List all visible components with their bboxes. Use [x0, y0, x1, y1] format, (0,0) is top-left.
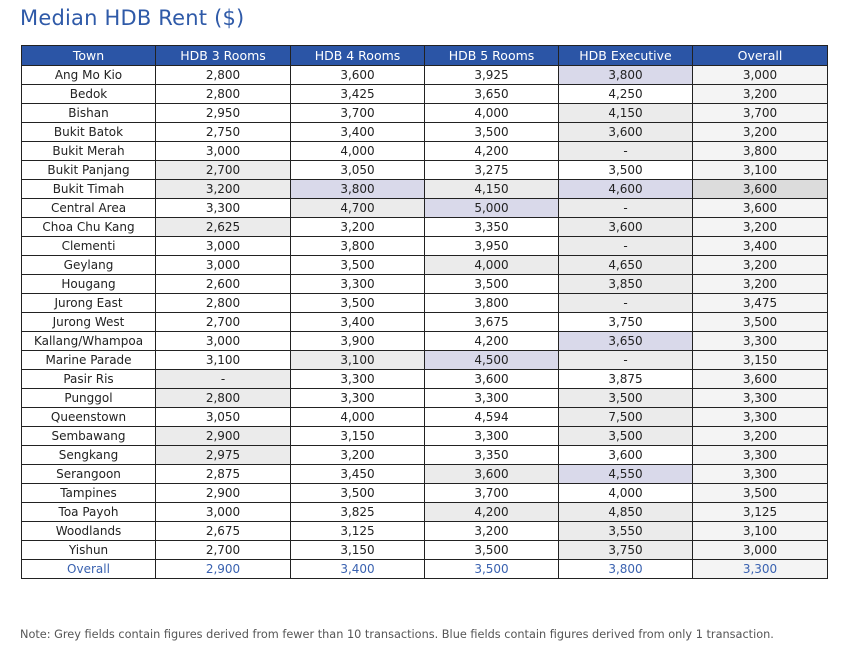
overall-cell-overall: 3,300 — [693, 560, 828, 579]
rent-cell-5-rooms: 3,500 — [425, 123, 559, 142]
rent-cell-executive: 4,650 — [559, 256, 693, 275]
town-cell: Bedok — [22, 85, 156, 104]
rent-cell-5-rooms: 5,000 — [425, 199, 559, 218]
rent-cell-3-rooms: 2,800 — [156, 66, 291, 85]
town-cell: Tampines — [22, 484, 156, 503]
town-cell: Yishun — [22, 541, 156, 560]
rent-cell-overall: 3,300 — [693, 465, 828, 484]
table-row — [22, 85, 828, 104]
rent-cell-4-rooms: 3,400 — [291, 313, 425, 332]
rent-cell-overall: 3,100 — [693, 161, 828, 180]
rent-cell-4-rooms: 3,300 — [291, 275, 425, 294]
table-row — [22, 465, 828, 484]
rent-cell-3-rooms: 2,700 — [156, 541, 291, 560]
rent-cell-5-rooms: 4,000 — [425, 104, 559, 123]
table-row — [22, 313, 828, 332]
town-cell: Bukit Batok — [22, 123, 156, 142]
rent-cell-3-rooms: 3,000 — [156, 237, 291, 256]
rent-cell-4-rooms: 3,600 — [291, 66, 425, 85]
rent-cell-3-rooms: 2,700 — [156, 313, 291, 332]
table-row — [22, 503, 828, 522]
rent-cell-executive: - — [559, 142, 693, 161]
rent-cell-5-rooms: 3,600 — [425, 370, 559, 389]
rent-cell-executive: 3,875 — [559, 370, 693, 389]
column-header-3-rooms: HDB 3 Rooms — [156, 46, 291, 66]
rent-cell-4-rooms: 3,200 — [291, 218, 425, 237]
table-row — [22, 522, 828, 541]
rent-cell-overall: 3,600 — [693, 199, 828, 218]
rent-cell-5-rooms: 3,925 — [425, 66, 559, 85]
table-row — [22, 66, 828, 85]
town-cell: Bukit Panjang — [22, 161, 156, 180]
rent-cell-3-rooms: 2,900 — [156, 427, 291, 446]
rent-cell-executive: 4,600 — [559, 180, 693, 199]
table-row — [22, 389, 828, 408]
town-cell: Central Area — [22, 199, 156, 218]
rent-cell-executive: 3,650 — [559, 332, 693, 351]
rent-cell-overall: 3,200 — [693, 427, 828, 446]
column-header-executive: HDB Executive — [559, 46, 693, 66]
rent-cell-executive: 3,800 — [559, 66, 693, 85]
rent-cell-executive: 3,750 — [559, 313, 693, 332]
rent-cell-overall: 3,100 — [693, 522, 828, 541]
rent-cell-4-rooms: 3,400 — [291, 123, 425, 142]
rent-cell-3-rooms: 2,875 — [156, 465, 291, 484]
rent-cell-4-rooms: 3,125 — [291, 522, 425, 541]
rent-cell-3-rooms: 3,000 — [156, 503, 291, 522]
rent-cell-executive: - — [559, 294, 693, 313]
rent-cell-overall: 3,000 — [693, 541, 828, 560]
rent-cell-overall: 3,200 — [693, 218, 828, 237]
rent-cell-5-rooms: 3,950 — [425, 237, 559, 256]
table-row — [22, 370, 828, 389]
rent-cell-4-rooms: 3,150 — [291, 427, 425, 446]
rent-cell-executive: - — [559, 351, 693, 370]
rent-cell-4-rooms: 3,150 — [291, 541, 425, 560]
rent-cell-executive: 4,150 — [559, 104, 693, 123]
town-cell: Bukit Merah — [22, 142, 156, 161]
rent-cell-overall: 3,125 — [693, 503, 828, 522]
table-row — [22, 104, 828, 123]
rent-cell-5-rooms: 3,350 — [425, 218, 559, 237]
rent-cell-5-rooms: 3,800 — [425, 294, 559, 313]
town-cell: Clementi — [22, 237, 156, 256]
rent-cell-executive: 4,000 — [559, 484, 693, 503]
page-title: Median HDB Rent ($) — [20, 6, 245, 30]
overall-cell-4-rooms: 3,400 — [291, 560, 425, 579]
town-cell: Marine Parade — [22, 351, 156, 370]
table-row — [22, 446, 828, 465]
rent-cell-executive: 3,500 — [559, 389, 693, 408]
rent-cell-overall: 3,500 — [693, 313, 828, 332]
footnote: Note: Grey fields contain figures derived from fewer than 10 transactions. Blue fields contain figures derived from only 1 transaction. — [20, 628, 774, 641]
rent-cell-5-rooms: 4,150 — [425, 180, 559, 199]
table-row — [22, 332, 828, 351]
rent-cell-overall: 3,000 — [693, 66, 828, 85]
overall-cell-executive: 3,800 — [559, 560, 693, 579]
town-cell: Kallang/Whampoa — [22, 332, 156, 351]
rent-cell-executive: - — [559, 199, 693, 218]
rent-cell-executive: 4,850 — [559, 503, 693, 522]
rent-cell-5-rooms: 3,700 — [425, 484, 559, 503]
rent-cell-overall: 3,700 — [693, 104, 828, 123]
rent-cell-4-rooms: 3,900 — [291, 332, 425, 351]
header-row — [22, 46, 828, 66]
rent-cell-overall: 3,300 — [693, 408, 828, 427]
rent-cell-5-rooms: 3,675 — [425, 313, 559, 332]
rent-cell-executive: 3,500 — [559, 427, 693, 446]
rent-cell-5-rooms: 4,200 — [425, 503, 559, 522]
rent-cell-5-rooms: 3,350 — [425, 446, 559, 465]
rent-cell-3-rooms: 2,975 — [156, 446, 291, 465]
rent-cell-overall: 3,300 — [693, 446, 828, 465]
town-cell: Woodlands — [22, 522, 156, 541]
column-header-town: Town — [22, 46, 156, 66]
rent-cell-executive: - — [559, 237, 693, 256]
town-cell: Punggol — [22, 389, 156, 408]
rent-cell-4-rooms: 3,500 — [291, 484, 425, 503]
rent-cell-executive: 3,550 — [559, 522, 693, 541]
table-row — [22, 237, 828, 256]
rent-cell-overall: 3,500 — [693, 484, 828, 503]
rent-cell-3-rooms: 2,900 — [156, 484, 291, 503]
rent-cell-overall: 3,200 — [693, 85, 828, 104]
town-cell: Sembawang — [22, 427, 156, 446]
rent-cell-3-rooms: 3,200 — [156, 180, 291, 199]
rent-cell-5-rooms: 3,275 — [425, 161, 559, 180]
table-row — [22, 161, 828, 180]
rent-cell-5-rooms: 4,200 — [425, 142, 559, 161]
rent-cell-executive: 4,550 — [559, 465, 693, 484]
town-cell: Queenstown — [22, 408, 156, 427]
rent-cell-4-rooms: 3,425 — [291, 85, 425, 104]
rent-cell-4-rooms: 3,800 — [291, 180, 425, 199]
rent-cell-4-rooms: 4,000 — [291, 408, 425, 427]
table-row — [22, 484, 828, 503]
rent-cell-3-rooms: 3,000 — [156, 142, 291, 161]
rent-cell-overall: 3,300 — [693, 389, 828, 408]
rent-cell-executive: 4,250 — [559, 85, 693, 104]
town-cell: Bishan — [22, 104, 156, 123]
table-row — [22, 142, 828, 161]
column-header-4-rooms: HDB 4 Rooms — [291, 46, 425, 66]
rent-cell-overall: 3,150 — [693, 351, 828, 370]
town-cell: Jurong East — [22, 294, 156, 313]
rent-cell-4-rooms: 3,050 — [291, 161, 425, 180]
rent-cell-overall: 3,600 — [693, 180, 828, 199]
town-cell: Sengkang — [22, 446, 156, 465]
rent-cell-3-rooms: 2,600 — [156, 275, 291, 294]
rent-cell-5-rooms: 3,300 — [425, 427, 559, 446]
table-row — [22, 180, 828, 199]
table-row — [22, 408, 828, 427]
table-row — [22, 256, 828, 275]
town-cell: Geylang — [22, 256, 156, 275]
rent-table — [21, 45, 828, 579]
rent-cell-5-rooms: 3,650 — [425, 85, 559, 104]
rent-cell-3-rooms: 2,625 — [156, 218, 291, 237]
rent-cell-5-rooms: 4,200 — [425, 332, 559, 351]
table-row — [22, 427, 828, 446]
town-cell: Ang Mo Kio — [22, 66, 156, 85]
rent-cell-4-rooms: 3,800 — [291, 237, 425, 256]
overall-cell-5-rooms: 3,500 — [425, 560, 559, 579]
rent-cell-3-rooms: 3,000 — [156, 332, 291, 351]
rent-cell-4-rooms: 3,100 — [291, 351, 425, 370]
rent-cell-3-rooms: 2,800 — [156, 389, 291, 408]
rent-cell-3-rooms: 2,800 — [156, 85, 291, 104]
rent-cell-3-rooms: - — [156, 370, 291, 389]
town-cell: Hougang — [22, 275, 156, 294]
rent-cell-overall: 3,300 — [693, 332, 828, 351]
rent-cell-5-rooms: 4,000 — [425, 256, 559, 275]
rent-cell-5-rooms: 3,500 — [425, 275, 559, 294]
rent-cell-3-rooms: 2,750 — [156, 123, 291, 142]
rent-cell-overall: 3,200 — [693, 256, 828, 275]
town-cell: Pasir Ris — [22, 370, 156, 389]
rent-cell-3-rooms: 3,050 — [156, 408, 291, 427]
rent-cell-executive: 3,500 — [559, 161, 693, 180]
table-row — [22, 123, 828, 142]
rent-cell-5-rooms: 3,600 — [425, 465, 559, 484]
rent-cell-executive: 3,600 — [559, 123, 693, 142]
rent-cell-3-rooms: 2,950 — [156, 104, 291, 123]
overall-label: Overall — [22, 560, 156, 579]
rent-cell-4-rooms: 4,700 — [291, 199, 425, 218]
rent-cell-4-rooms: 3,300 — [291, 389, 425, 408]
table-row — [22, 218, 828, 237]
town-cell: Bukit Timah — [22, 180, 156, 199]
table-row — [22, 541, 828, 560]
rent-cell-executive: 3,600 — [559, 446, 693, 465]
rent-cell-5-rooms: 3,200 — [425, 522, 559, 541]
town-cell: Choa Chu Kang — [22, 218, 156, 237]
table-row — [22, 199, 828, 218]
overall-row — [22, 560, 828, 579]
town-cell: Toa Payoh — [22, 503, 156, 522]
rent-cell-overall: 3,200 — [693, 275, 828, 294]
rent-cell-3-rooms: 2,675 — [156, 522, 291, 541]
rent-cell-4-rooms: 3,700 — [291, 104, 425, 123]
rent-cell-executive: 3,600 — [559, 218, 693, 237]
rent-cell-executive: 3,750 — [559, 541, 693, 560]
town-cell: Serangoon — [22, 465, 156, 484]
rent-cell-overall: 3,200 — [693, 123, 828, 142]
rent-cell-4-rooms: 3,450 — [291, 465, 425, 484]
table-row — [22, 275, 828, 294]
rent-cell-overall: 3,400 — [693, 237, 828, 256]
rent-cell-3-rooms: 3,300 — [156, 199, 291, 218]
town-cell: Jurong West — [22, 313, 156, 332]
rent-cell-executive: 3,850 — [559, 275, 693, 294]
rent-cell-overall: 3,475 — [693, 294, 828, 313]
rent-cell-3-rooms: 3,000 — [156, 256, 291, 275]
rent-cell-5-rooms: 3,300 — [425, 389, 559, 408]
column-header-5-rooms: HDB 5 Rooms — [425, 46, 559, 66]
table-row — [22, 351, 828, 370]
rent-cell-4-rooms: 4,000 — [291, 142, 425, 161]
rent-cell-3-rooms: 3,100 — [156, 351, 291, 370]
rent-cell-executive: 7,500 — [559, 408, 693, 427]
rent-cell-3-rooms: 2,800 — [156, 294, 291, 313]
table-row — [22, 294, 828, 313]
rent-cell-5-rooms: 4,594 — [425, 408, 559, 427]
column-header-overall: Overall — [693, 46, 828, 66]
rent-cell-overall: 3,600 — [693, 370, 828, 389]
rent-cell-4-rooms: 3,300 — [291, 370, 425, 389]
rent-cell-4-rooms: 3,500 — [291, 294, 425, 313]
rent-cell-5-rooms: 4,500 — [425, 351, 559, 370]
overall-cell-3-rooms: 2,900 — [156, 560, 291, 579]
rent-cell-4-rooms: 3,825 — [291, 503, 425, 522]
rent-cell-3-rooms: 2,700 — [156, 161, 291, 180]
rent-cell-overall: 3,800 — [693, 142, 828, 161]
rent-cell-4-rooms: 3,200 — [291, 446, 425, 465]
rent-cell-5-rooms: 3,500 — [425, 541, 559, 560]
rent-cell-4-rooms: 3,500 — [291, 256, 425, 275]
